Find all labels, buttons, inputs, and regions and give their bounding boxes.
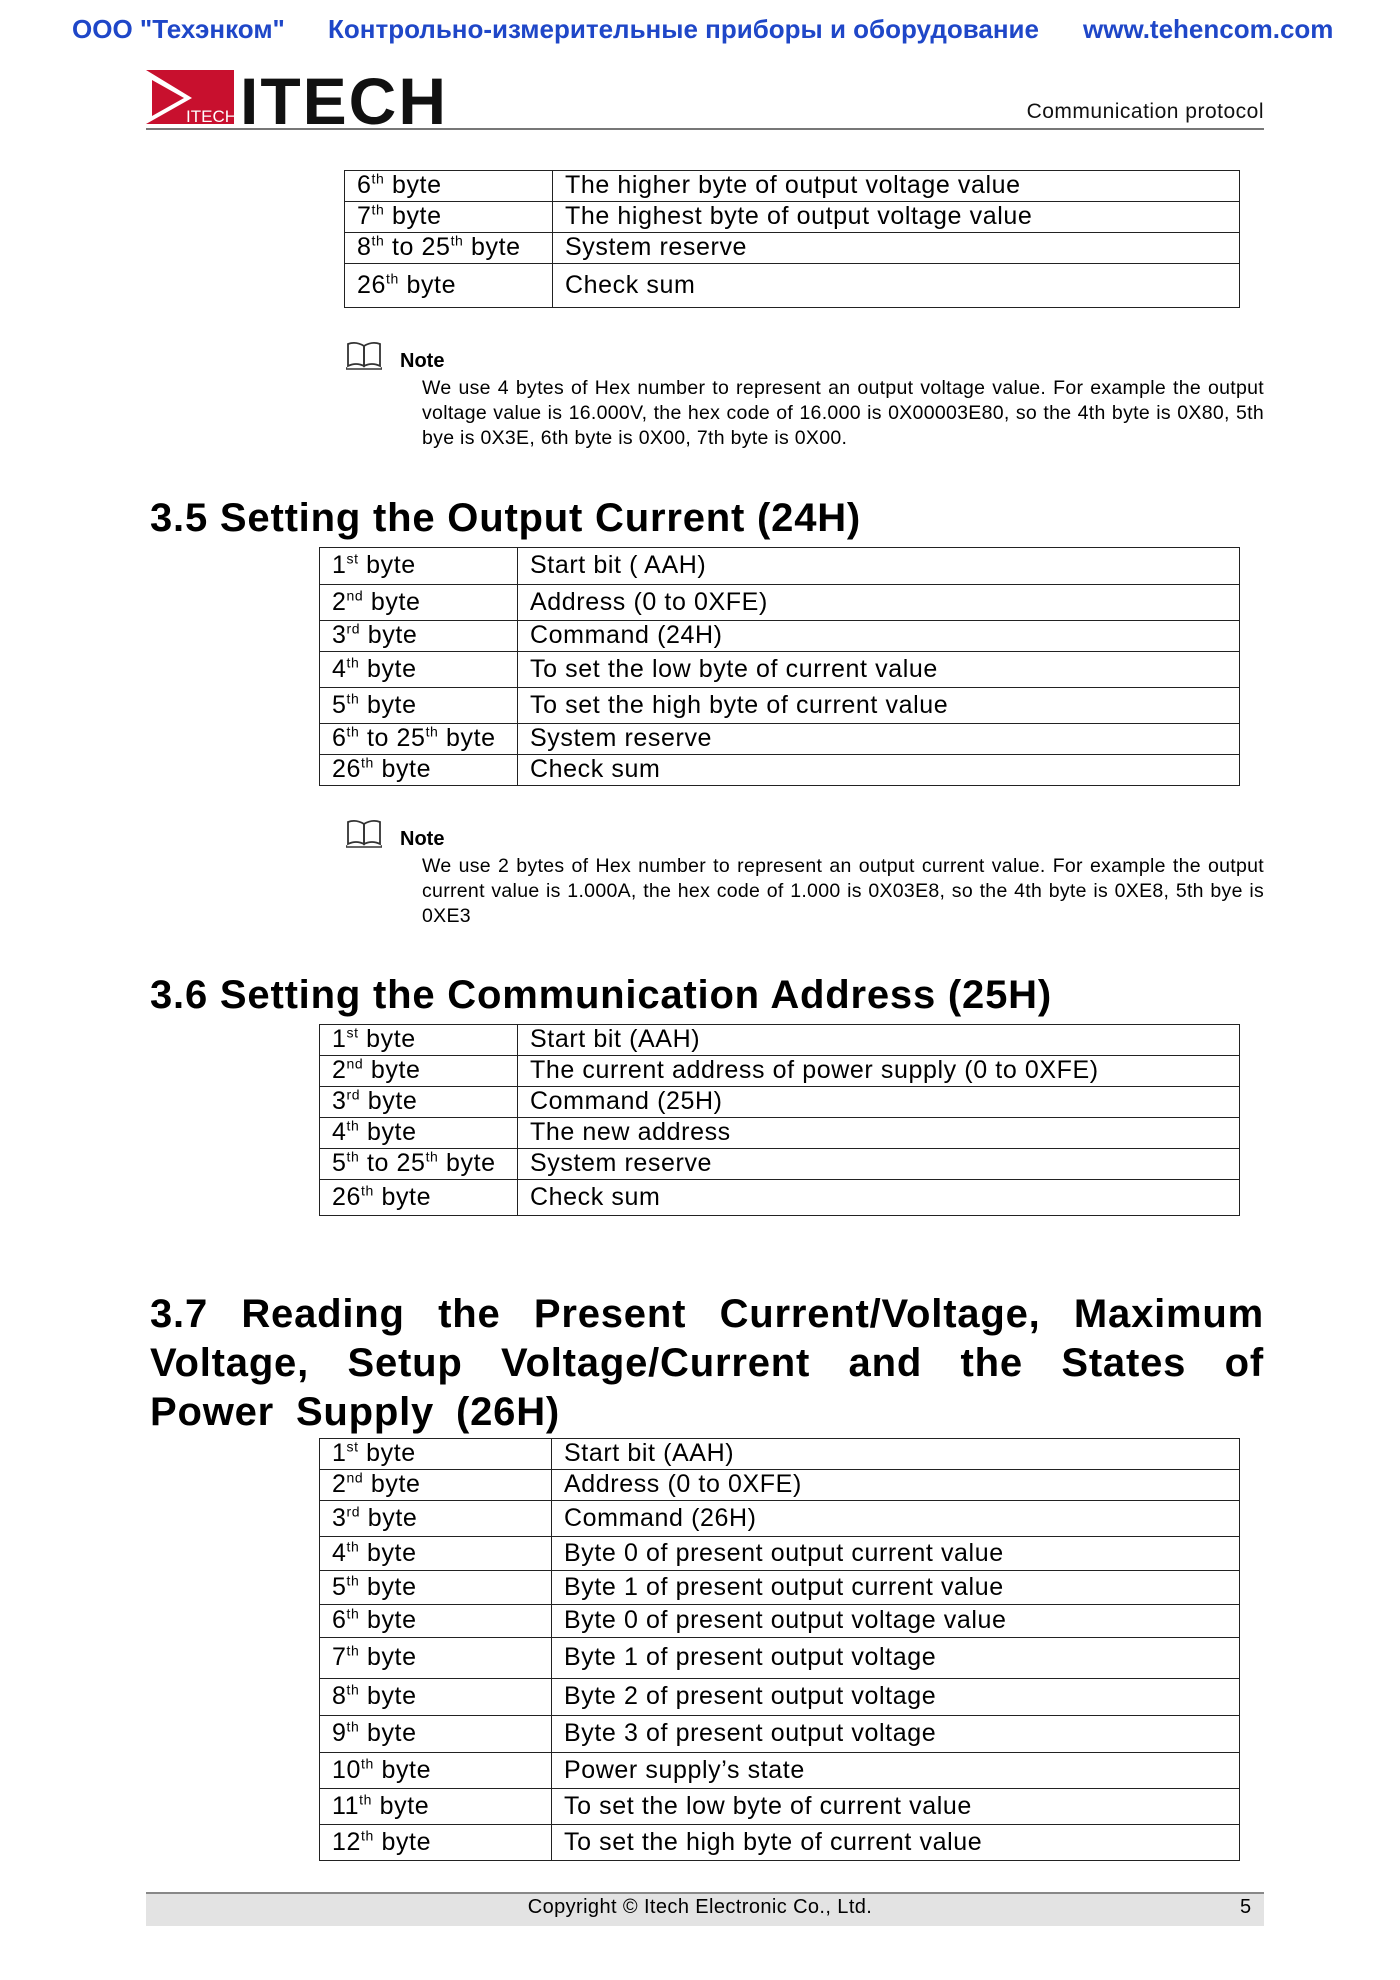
- byte-description-cell: Address (0 to 0XFE): [552, 1470, 1240, 1501]
- table-row: [320, 1825, 1240, 1861]
- byte-label-part: 3: [332, 1503, 347, 1532]
- byte-position-cell: [320, 621, 518, 652]
- byte-label-part: byte: [359, 1572, 417, 1601]
- table-row: [320, 1470, 1240, 1501]
- byte-label-part: byte: [384, 171, 442, 200]
- banner-description: Контрольно-измерительные приборы и оборудование: [328, 14, 1039, 44]
- byte-label-part: 6: [332, 1606, 347, 1635]
- note-text: We use 2 bytes of Hex number to represent an output current value. For example the output current value is 1.000A, the hex code of 1.000 is 0X03E8, so the 4th byte is 0XE8, 5th bye is 0XE3: [422, 855, 1264, 927]
- table-output-current: [319, 547, 1240, 786]
- byte-label-part: byte: [360, 1087, 418, 1116]
- ordinal-suffix: st: [346, 1024, 359, 1041]
- ordinal-suffix: th: [361, 1755, 374, 1772]
- table-row: [320, 1439, 1240, 1470]
- byte-description-cell: Power supply’s state: [552, 1753, 1240, 1789]
- footer-copyright: Copyright © Itech Electronic Co., Ltd.: [527, 1896, 873, 1918]
- byte-label-part: 7: [357, 202, 372, 231]
- byte-description-cell: To set the low byte of current value: [518, 652, 1240, 688]
- byte-label-part: 3: [332, 1087, 347, 1116]
- byte-position-cell: [320, 585, 518, 621]
- page-number: 5: [1240, 1896, 1252, 1918]
- byte-position-cell: [320, 1716, 552, 1753]
- table-row: [320, 1087, 1240, 1118]
- byte-label-part: byte: [363, 1470, 421, 1499]
- ordinal-suffix: th: [425, 723, 439, 740]
- ordinal-suffix: th: [346, 1681, 360, 1698]
- ordinal-suffix: rd: [346, 1086, 361, 1103]
- byte-label-part: 26: [357, 270, 387, 299]
- byte-label-part: byte: [373, 755, 432, 784]
- byte-label-part: byte: [373, 1755, 432, 1784]
- ordinal-suffix: th: [346, 690, 360, 707]
- table-row: [345, 264, 1240, 308]
- byte-position-cell: [320, 1056, 518, 1087]
- ordinal-suffix: st: [346, 550, 359, 567]
- byte-position-cell: [320, 755, 518, 786]
- ordinal-suffix: th: [346, 1642, 360, 1659]
- table-read-status: [319, 1438, 1240, 1861]
- byte-position-cell: [320, 688, 518, 724]
- ordinal-suffix: th: [346, 1718, 360, 1735]
- ordinal-suffix: th: [371, 201, 385, 218]
- ordinal-suffix: th: [371, 170, 385, 187]
- book-icon: [346, 340, 382, 370]
- ordinal-suffix: rd: [346, 1503, 361, 1520]
- ordinal-suffix: st: [346, 1438, 359, 1455]
- byte-label-part: 5: [332, 1149, 347, 1178]
- ordinal-suffix: th: [346, 723, 360, 740]
- note-title: Note: [400, 828, 445, 850]
- byte-description-cell: Start bit (AAH): [552, 1439, 1240, 1470]
- table-row: [320, 1501, 1240, 1537]
- byte-label-part: byte: [438, 724, 496, 753]
- byte-description-cell: Check sum: [518, 755, 1240, 786]
- table-row: [320, 1149, 1240, 1180]
- table-row: [345, 233, 1240, 264]
- byte-position-cell: [320, 1470, 552, 1501]
- byte-label-part: 12: [332, 1827, 362, 1856]
- byte-label-part: 4: [332, 1538, 347, 1567]
- byte-label-part: 4: [332, 654, 347, 683]
- byte-label-part: 7: [332, 1643, 347, 1672]
- byte-position-cell: [345, 264, 553, 308]
- note-text: We use 4 bytes of Hex number to represent an output voltage value. For example the output voltage value is 16.000V, the hex code of 16.000 is 0X00003E80, so the 4th byte is 0X80, 5th bye is 0X3E, 6th byte is 0X00, 7th byte is 0X00.: [422, 377, 1264, 449]
- byte-label-part: byte: [359, 1118, 417, 1147]
- byte-description-cell: Check sum: [518, 1180, 1240, 1216]
- ordinal-suffix: th: [386, 270, 399, 287]
- byte-label-part: byte: [372, 1791, 430, 1820]
- ordinal-suffix: th: [361, 754, 374, 771]
- byte-description-cell: The current address of power supply (0 to 0XFE): [518, 1056, 1240, 1087]
- byte-label-part: byte: [373, 1827, 432, 1856]
- byte-label-part: 5: [332, 1572, 347, 1601]
- byte-position-cell: [320, 1439, 552, 1470]
- byte-position-cell: [345, 202, 553, 233]
- byte-position-cell: [320, 1679, 552, 1716]
- ordinal-suffix: th: [346, 1538, 360, 1555]
- byte-label-part: to 25: [359, 1149, 426, 1178]
- ordinal-suffix: th: [361, 1827, 374, 1844]
- ordinal-suffix: th: [371, 232, 385, 249]
- table-row: [320, 585, 1240, 621]
- byte-label-part: to 25: [384, 233, 451, 262]
- byte-label-part: byte: [358, 1025, 416, 1054]
- book-icon: [346, 818, 382, 848]
- table-row: [320, 1679, 1240, 1716]
- byte-position-cell: [320, 1149, 518, 1180]
- byte-description-cell: Byte 0 of present output voltage value: [552, 1605, 1240, 1638]
- byte-position-cell: [320, 1025, 518, 1056]
- ordinal-suffix: th: [346, 1117, 360, 1134]
- byte-label-part: byte: [359, 1538, 417, 1567]
- byte-label-part: 9: [332, 1719, 347, 1748]
- byte-position-cell: [320, 1638, 552, 1679]
- byte-description-cell: The higher byte of output voltage value: [553, 171, 1240, 202]
- ordinal-suffix: th: [359, 1791, 373, 1808]
- note-voltage: [346, 340, 1264, 460]
- byte-label-part: byte: [360, 621, 418, 650]
- byte-description-cell: Check sum: [553, 264, 1240, 308]
- byte-label-part: 10: [332, 1755, 362, 1784]
- byte-label-part: 26: [332, 755, 362, 784]
- table-row: [320, 1716, 1240, 1753]
- byte-label-part: 6: [357, 171, 372, 200]
- byte-description-cell: System reserve: [518, 724, 1240, 755]
- byte-description-cell: Byte 2 of present output voltage: [552, 1679, 1240, 1716]
- byte-position-cell: [320, 724, 518, 755]
- table-row: [320, 1025, 1240, 1056]
- heading-3-7: 3.7 Reading the Present Current/Voltage, Maximum Voltage, Setup Voltage/Current and the States of Power Supply (26H): [150, 1292, 1264, 1434]
- byte-label-part: byte: [359, 690, 417, 719]
- ordinal-suffix: rd: [346, 620, 361, 637]
- ordinal-suffix: th: [346, 1572, 360, 1589]
- byte-label-part: 5: [332, 690, 347, 719]
- itech-logo: [146, 66, 462, 128]
- byte-label-part: to 25: [359, 724, 426, 753]
- byte-position-cell: [320, 1180, 518, 1216]
- byte-description-cell: To set the low byte of current value: [552, 1789, 1240, 1825]
- byte-label-part: byte: [359, 1682, 417, 1711]
- ordinal-suffix: th: [450, 232, 464, 249]
- byte-description-cell: To set the high byte of current value: [552, 1825, 1240, 1861]
- ordinal-suffix: th: [346, 1605, 360, 1622]
- ordinal-suffix: nd: [346, 1055, 364, 1072]
- byte-description-cell: The highest byte of output voltage value: [553, 202, 1240, 233]
- table-row: [320, 621, 1240, 652]
- header-section-label: Communication protocol: [1026, 100, 1264, 123]
- byte-label-part: byte: [360, 1503, 418, 1532]
- table-row: [320, 1789, 1240, 1825]
- table-row: [320, 1638, 1240, 1679]
- byte-label-part: 2: [332, 1470, 347, 1499]
- byte-description-cell: Byte 1 of present output voltage: [552, 1638, 1240, 1679]
- byte-label-part: byte: [359, 1719, 417, 1748]
- byte-description-cell: Byte 1 of present output current value: [552, 1571, 1240, 1605]
- ordinal-suffix: th: [425, 1148, 439, 1165]
- byte-label-part: 2: [332, 587, 347, 616]
- ordinal-suffix: nd: [346, 1469, 364, 1486]
- ordinal-suffix: th: [346, 654, 360, 671]
- table-row: [345, 202, 1240, 233]
- byte-description-cell: Command (25H): [518, 1087, 1240, 1118]
- table-row: [345, 171, 1240, 202]
- byte-position-cell: [320, 1825, 552, 1861]
- table-row: [320, 1056, 1240, 1087]
- table-row: [320, 1605, 1240, 1638]
- byte-position-cell: [320, 652, 518, 688]
- byte-label-part: 2: [332, 1056, 347, 1085]
- byte-description-cell: Byte 0 of present output current value: [552, 1537, 1240, 1571]
- byte-label-part: byte: [359, 1643, 417, 1672]
- ordinal-suffix: th: [346, 1148, 360, 1165]
- byte-label-part: byte: [359, 654, 417, 683]
- byte-position-cell: [320, 548, 518, 585]
- byte-label-part: 8: [332, 1682, 347, 1711]
- ordinal-suffix: nd: [346, 587, 364, 604]
- byte-label-part: byte: [438, 1149, 496, 1178]
- byte-position-cell: [320, 1605, 552, 1638]
- byte-description-cell: Start bit (AAH): [518, 1025, 1240, 1056]
- byte-label-part: byte: [363, 587, 421, 616]
- byte-label-part: 1: [332, 1025, 347, 1054]
- byte-label-part: byte: [373, 1182, 432, 1211]
- byte-label-part: 6: [332, 724, 347, 753]
- ordinal-suffix: th: [361, 1182, 374, 1199]
- table-row: [320, 1118, 1240, 1149]
- byte-label-part: byte: [359, 1606, 417, 1635]
- byte-position-cell: [345, 233, 553, 264]
- banner-website[interactable]: www.tehencom.com: [1083, 14, 1334, 44]
- table-row: [320, 1180, 1240, 1216]
- byte-position-cell: [320, 1537, 552, 1571]
- byte-description-cell: System reserve: [518, 1149, 1240, 1180]
- byte-description-cell: Address (0 to 0XFE): [518, 585, 1240, 621]
- table-row: [320, 1753, 1240, 1789]
- byte-description-cell: Byte 3 of present output voltage: [552, 1716, 1240, 1753]
- byte-label-part: 11: [332, 1791, 360, 1820]
- header-divider: [146, 128, 1264, 130]
- byte-description-cell: Start bit ( AAH): [518, 548, 1240, 585]
- byte-position-cell: [320, 1789, 552, 1825]
- byte-position-cell: [320, 1087, 518, 1118]
- table-row: [320, 1537, 1240, 1571]
- byte-label-part: byte: [398, 270, 457, 299]
- byte-description-cell: To set the high byte of current value: [518, 688, 1240, 724]
- byte-label-part: 1: [332, 551, 347, 580]
- table-row: [320, 688, 1240, 724]
- byte-label-part: byte: [384, 202, 442, 231]
- byte-position-cell: [320, 1501, 552, 1537]
- byte-label-part: 4: [332, 1118, 347, 1147]
- byte-label-part: byte: [358, 551, 416, 580]
- byte-label-part: byte: [463, 233, 521, 262]
- byte-label-part: 26: [332, 1182, 362, 1211]
- byte-position-cell: [320, 1571, 552, 1605]
- top-banner: [0, 14, 1400, 50]
- byte-position-cell: [320, 1118, 518, 1149]
- byte-position-cell: [345, 171, 553, 202]
- table-row: [320, 652, 1240, 688]
- byte-label-part: 3: [332, 621, 347, 650]
- table-row: [320, 1571, 1240, 1605]
- logo-wordmark: ITECH: [240, 66, 448, 128]
- logo-badge-text: ITECH: [186, 107, 237, 126]
- byte-description-cell: Command (26H): [552, 1501, 1240, 1537]
- byte-label-part: 1: [332, 1439, 347, 1468]
- byte-position-cell: [320, 1753, 552, 1789]
- byte-label-part: byte: [363, 1056, 421, 1085]
- banner-company: ООО "Техэнком": [72, 14, 285, 44]
- table-row: [320, 755, 1240, 786]
- byte-description-cell: System reserve: [553, 233, 1240, 264]
- byte-description-cell: The new address: [518, 1118, 1240, 1149]
- table-row: [320, 724, 1240, 755]
- byte-label-part: byte: [358, 1439, 416, 1468]
- table-row: [320, 548, 1240, 585]
- heading-3-6: 3.6 Setting the Communication Address (25H): [150, 973, 1052, 1017]
- table-voltage-continued: [344, 170, 1240, 308]
- note-current: [346, 818, 1264, 938]
- byte-label-part: 8: [357, 233, 372, 262]
- table-communication-address: [319, 1024, 1240, 1216]
- byte-description-cell: Command (24H): [518, 621, 1240, 652]
- note-title: Note: [400, 350, 445, 372]
- heading-3-5: 3.5 Setting the Output Current (24H): [150, 496, 862, 540]
